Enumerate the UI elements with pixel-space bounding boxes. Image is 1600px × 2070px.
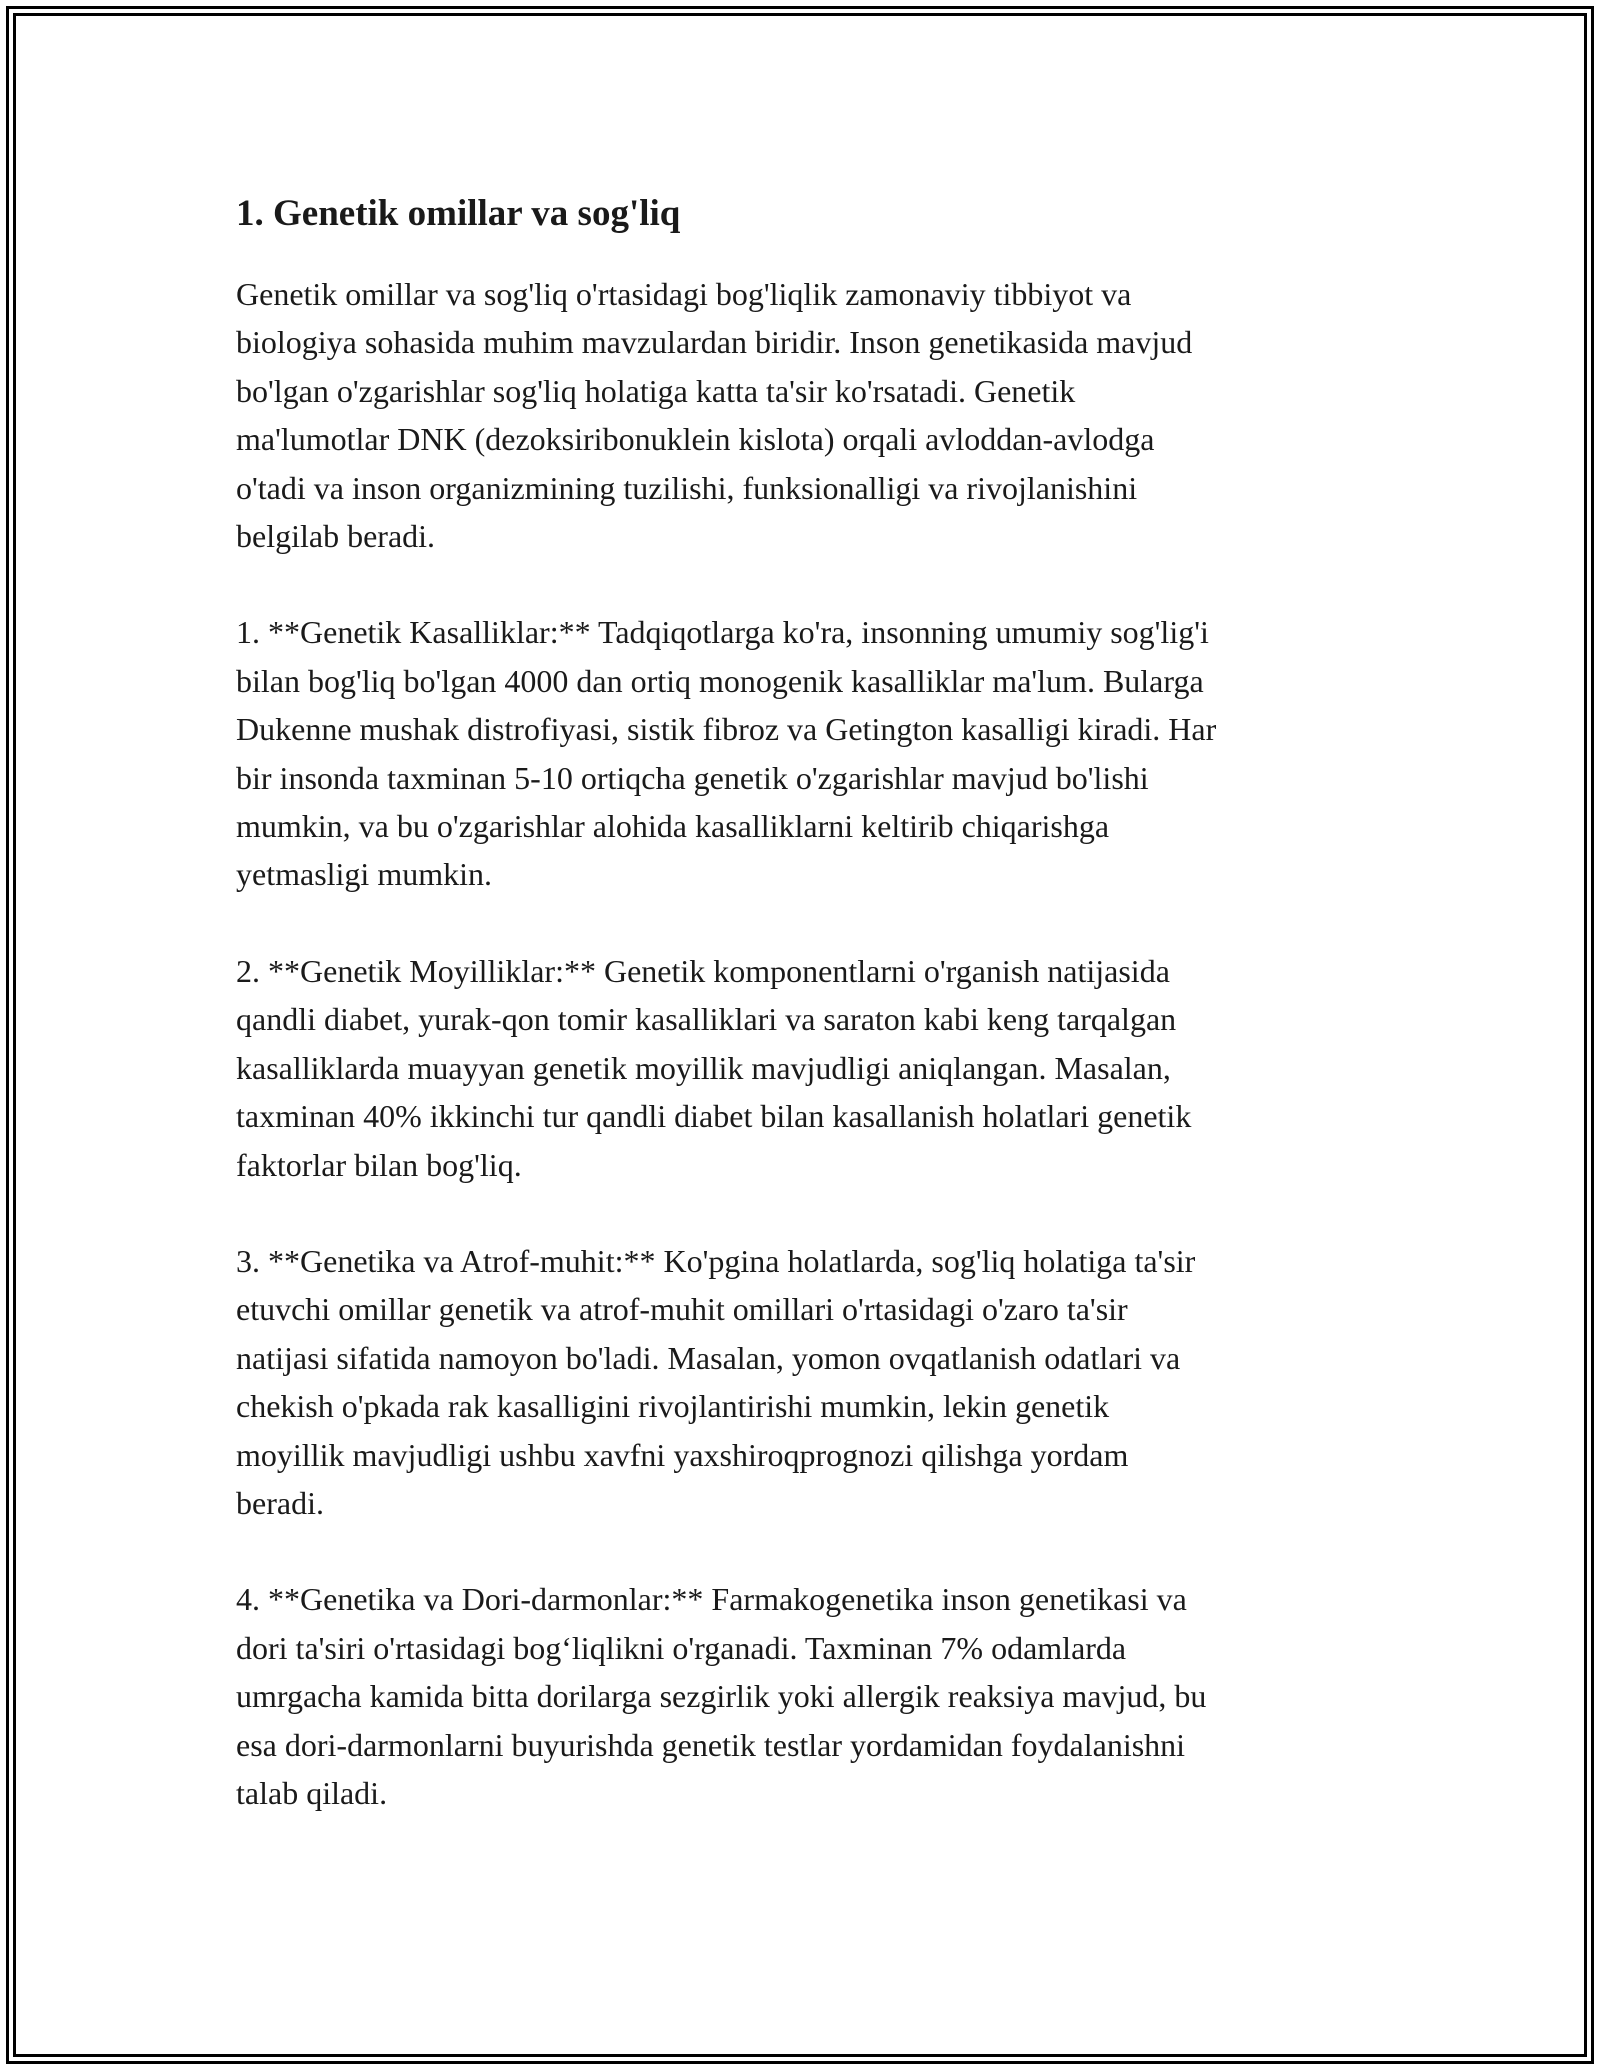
paragraph-genetic-diseases: 1. **Genetik Kasalliklar:** Tadqiqotlarga ko'ra, insonning umumiy sog'lig'i bilan bog'liq bo'lgan 4000 dan ortiq monogenik kasalliklar ma'lum. Bularga Dukenne mushak distrofiyasi, sistik fibroz va Getington kasalligi kiradi. Har bir insonda taxminan 5-10 ortiqcha genetik o'zgarishlar mavjud bo'lishi mumkin, va bu o'zgarishlar alohida kasalliklarni keltirib chiqarishga yetmasligi mumkin. — [236, 614, 1217, 893]
intro-paragraph: Genetik omillar va sog'liq o'rtasidagi bog'liqlik zamonaviy tibbiyot va biologiya sohasida muhim mavzulardan biridir. Inson genetikasida mavjud bo'lgan o'zgarishlar sog'liq holatiga katta ta'sir ko'rsatadi. Genetik ma'lumotlar DNK (dezoksiribonuklein kislota) orqali avloddan-avlodga o'tadi va inson organizmining tuzilishi, funksionalligi va rivojlanishini belgilab beradi. — [236, 276, 1193, 555]
document-body — [236, 188, 1366, 1865]
paragraph-genetics-medicines: 4. **Genetika va Dori-darmonlar:** Farmakogenetika inson genetikasi va dori ta'siri o'rtasidagi bog‘liqlikni o'rganadi. Taxminan 7% odamlarda umrgacha kamida bitta dorilarga sezgirlik yoki allergik reaksiya mavjud, bu esa dori-darmonlarni buyurishda genetik testlar yordamidan foydalanishni talab qiladi. — [236, 1581, 1207, 1811]
paragraph-genetics-environment: 3. **Genetika va Atrof-muhit:** Ko'pgina holatlarda, sog'liq holatiga ta'sir etuvchi omillar genetik va atrof-muhit omillari o'rtasidagi o'zaro ta'sir natijasi sifatida namoyon bo'ladi. Masalan, yomon ovqatlanish odatlari va chekish o'pkada rak kasalligini rivojlantirishi mumkin, lekin genetik moyillik mavjudligi ushbu xavfni yaxshiroqprognozi qilishga yordam beradi. — [236, 1242, 1196, 1521]
paragraph-genetic-predispositions: 2. **Genetik Moyilliklar:** Genetik komponentlarni o'rganish natijasida qandli diabet, yurak-qon tomir kasalliklari va saraton kabi keng tarqalgan kasalliklarda muayyan genetik moyillik mavjudligi aniqlangan. Masalan, taxminan 40% ikkinchi tur qandli diabet bilan kasallanish holatlari genetik faktorlar bilan bog'liq. — [236, 952, 1192, 1183]
section-heading: 1. Genetik omillar va sog'liq — [236, 193, 681, 234]
